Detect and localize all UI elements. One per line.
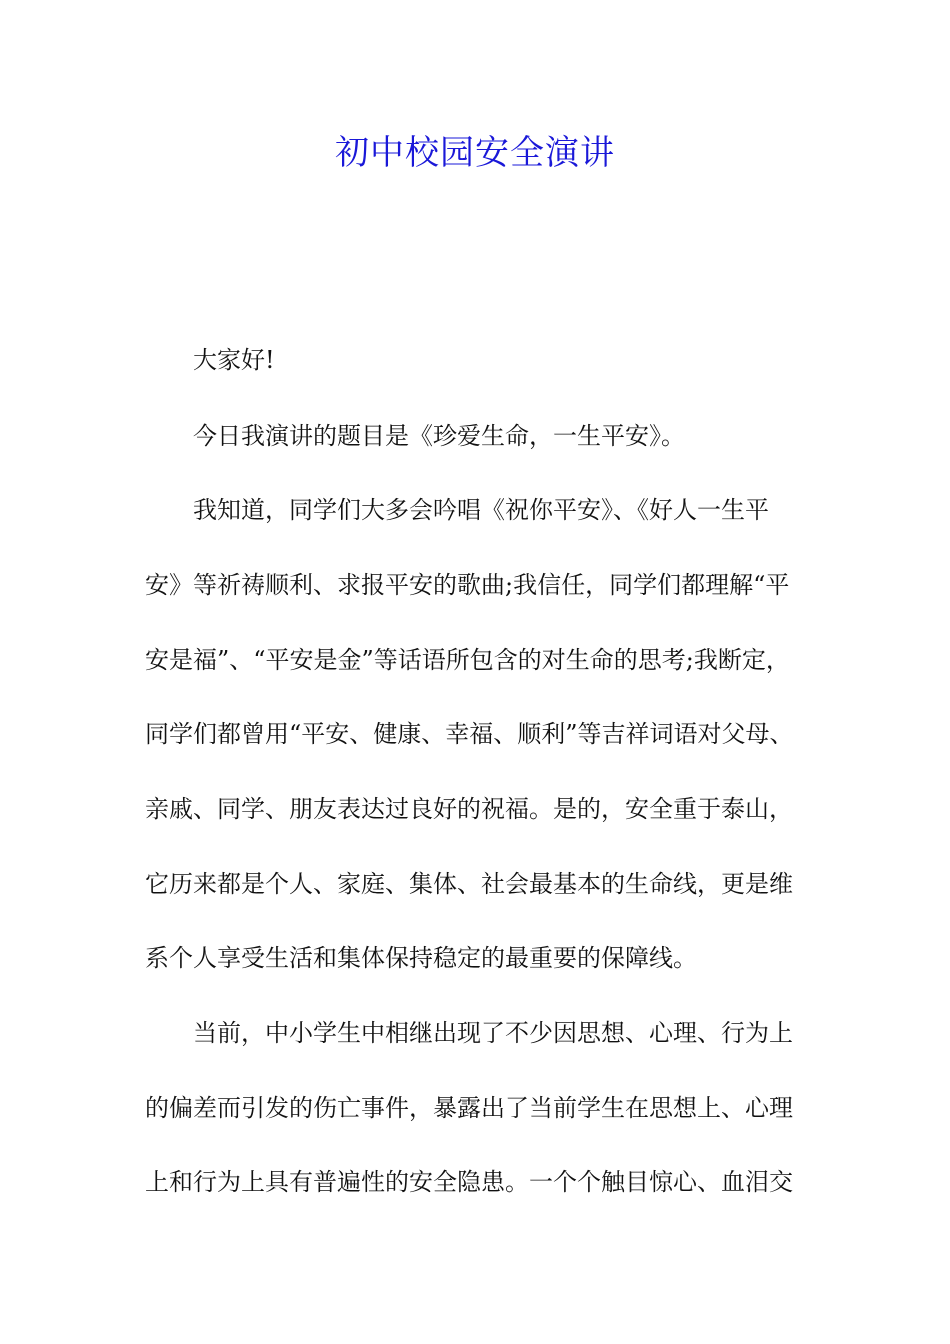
body-line: 同学们都曾用“平安、健康、幸福、顺利”等吉祥词语对父母、 (145, 720, 794, 748)
body-line: 的偏差而引发的伤亡事件，暴露出了当前学生在思想上、心理 (145, 1094, 793, 1122)
body-line: 安是福”、“平安是金”等话语所包含的对生命的思考;我断定， (145, 646, 790, 674)
body-line: 安》等祈祷顺利、求报平安的歌曲;我信任，同学们都理解“平 (145, 571, 790, 599)
body-line: 上和行为上具有普遍性的安全隐患。一个个触目惊心、血泪交 (145, 1168, 793, 1196)
body-line: 当前，中小学生中相继出现了不少因思想、心理、行为上 (193, 1019, 793, 1047)
document-title: 初中校园安全演讲 (335, 133, 615, 173)
body-line: 系个人享受生活和集体保持稳定的最重要的保障线。 (145, 944, 697, 972)
body-line: 我知道，同学们大多会吟唱《祝你平安》、《好人一生平 (193, 496, 769, 524)
body-line: 亲戚、同学、朋友表达过良好的祝福。是的，安全重于泰山， (145, 795, 793, 823)
body-line: 它历来都是个人、家庭、集体、社会最基本的生命线，更是维 (145, 870, 793, 898)
body-line: 大家好! (193, 346, 275, 374)
body-line: 今日我演讲的题目是《珍爱生命，一生平安》。 (193, 422, 685, 450)
